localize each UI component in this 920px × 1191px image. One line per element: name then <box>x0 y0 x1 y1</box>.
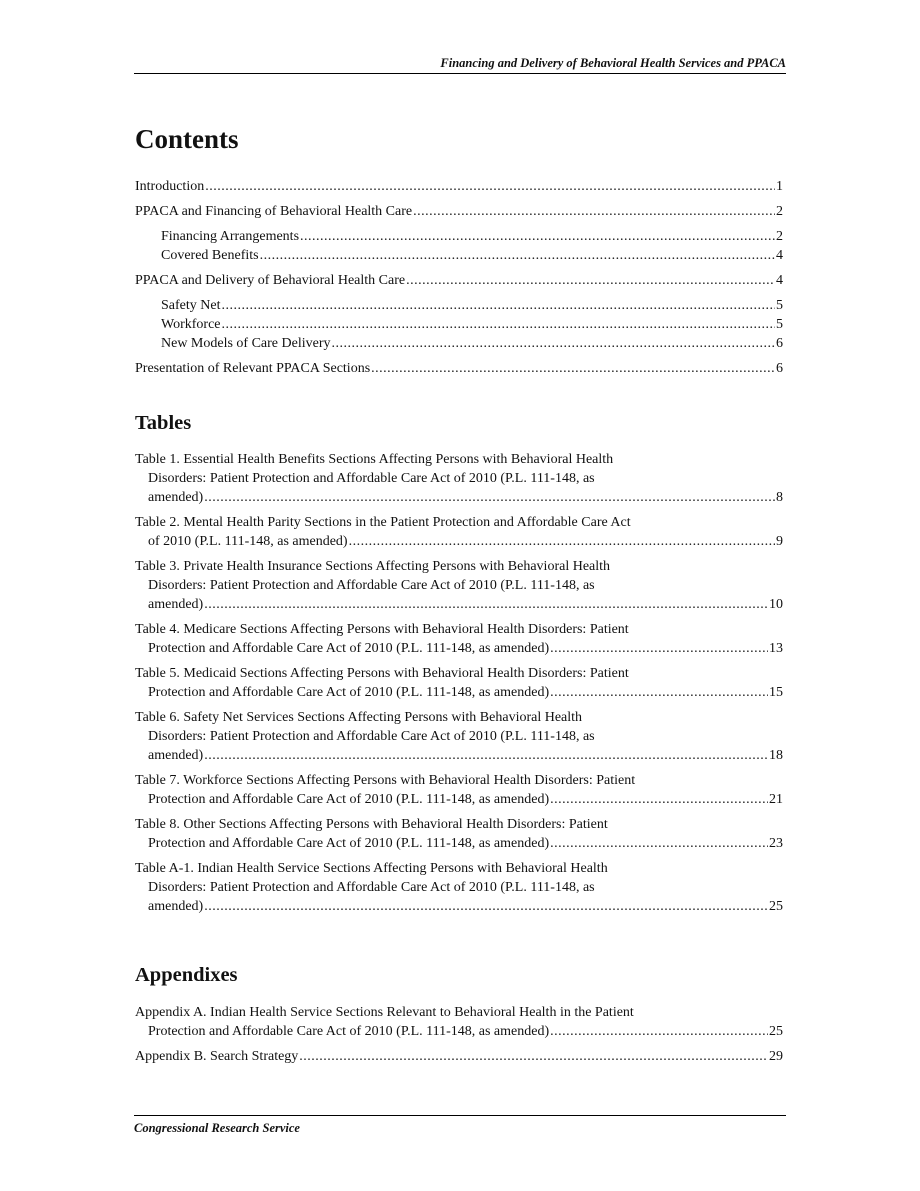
toc-table-4[interactable]: Table 4. Medicare Sections Affecting Persons with Behavioral Health Disorders: Patient Protection and Affordable Care Act of 2010 (P.L. 111-148, as amended) ..... 13 <box>135 620 783 658</box>
toc-appendix-b[interactable]: Appendix B. Search Strategy ..... 29 <box>135 1047 783 1066</box>
appendixes-heading: Appendixes <box>135 964 238 986</box>
toc-entry-safety-net[interactable]: Safety Net ..... 5 <box>135 296 783 315</box>
toc-table-2[interactable]: Table 2. Mental Health Parity Sections in the Patient Protection and Affordable Care Act of 2010 (P.L. 111-148, as amended) ..... 9 <box>135 513 783 551</box>
toc-entry-workforce[interactable]: Workforce ..... 5 <box>135 315 783 334</box>
toc-entry-covered-benefits[interactable]: Covered Benefits ..... 4 <box>135 246 783 265</box>
toc-entry-financing[interactable]: PPACA and Financing of Behavioral Health Care ..... 2 <box>135 202 783 221</box>
tables-heading: Tables <box>135 412 192 434</box>
toc-table-8[interactable]: Table 8. Other Sections Affecting Persons with Behavioral Health Disorders: Patient Protection and Affordable Care Act of 2010 (P.L. 111-148, as amended) ..... 23 <box>135 815 783 853</box>
toc-entry-financing-arrangements[interactable]: Financing Arrangements ..... 2 <box>135 227 783 246</box>
toc-table-6[interactable]: Table 6. Safety Net Services Sections Affecting Persons with Behavioral Health Disorders: Patient Protection and Affordable Care Act of 2010 (P.L. 111-148, as amended) ..... 18 <box>135 708 783 765</box>
toc-table-a1[interactable]: Table A-1. Indian Health Service Sections Affecting Persons with Behavioral Health Disorders: Patient Protection and Affordable Care Act of 2010 (P.L. 111-148, as amended) ..... 25 <box>135 859 783 916</box>
contents-list <box>135 177 783 378</box>
tables-list <box>135 450 783 916</box>
toc-entry-introduction[interactable]: Introduction ..... 1 <box>135 177 783 196</box>
footer-source: Congressional Research Service <box>134 1115 786 1136</box>
toc-entry-delivery[interactable]: PPACA and Delivery of Behavioral Health Care ..... 4 <box>135 271 783 290</box>
toc-table-3[interactable]: Table 3. Private Health Insurance Sections Affecting Persons with Behavioral Health Disorders: Patient Protection and Affordable Care Act of 2010 (P.L. 111-148, as amended) ..... 10 <box>135 557 783 614</box>
toc-table-1[interactable]: Table 1. Essential Health Benefits Sections Affecting Persons with Behavioral Health Disorders: Patient Protection and Affordable Care Act of 2010 (P.L. 111-148, as amended) ..... 8 <box>135 450 783 507</box>
toc-entry-new-models[interactable]: New Models of Care Delivery ..... 6 <box>135 334 783 353</box>
toc-table-7[interactable]: Table 7. Workforce Sections Affecting Persons with Behavioral Health Disorders: Patient Protection and Affordable Care Act of 2010 (P.L. 111-148, as amended) ..... 21 <box>135 771 783 809</box>
appendixes-list <box>135 1003 783 1066</box>
toc-appendix-a[interactable]: Appendix A. Indian Health Service Sections Relevant to Behavioral Health in the Patient Protection and Affordable Care Act of 2010 (P.L. 111-148, as amended) ..... 25 <box>135 1003 783 1041</box>
toc-table-5[interactable]: Table 5. Medicaid Sections Affecting Persons with Behavioral Health Disorders: Patient Protection and Affordable Care Act of 2010 (P.L. 111-148, as amended) ..... 15 <box>135 664 783 702</box>
contents-heading: Contents <box>135 124 239 154</box>
toc-entry-presentation[interactable]: Presentation of Relevant PPACA Sections ..... 6 <box>135 359 783 378</box>
running-header: Financing and Delivery of Behavioral Health Services and PPACA <box>134 56 786 74</box>
